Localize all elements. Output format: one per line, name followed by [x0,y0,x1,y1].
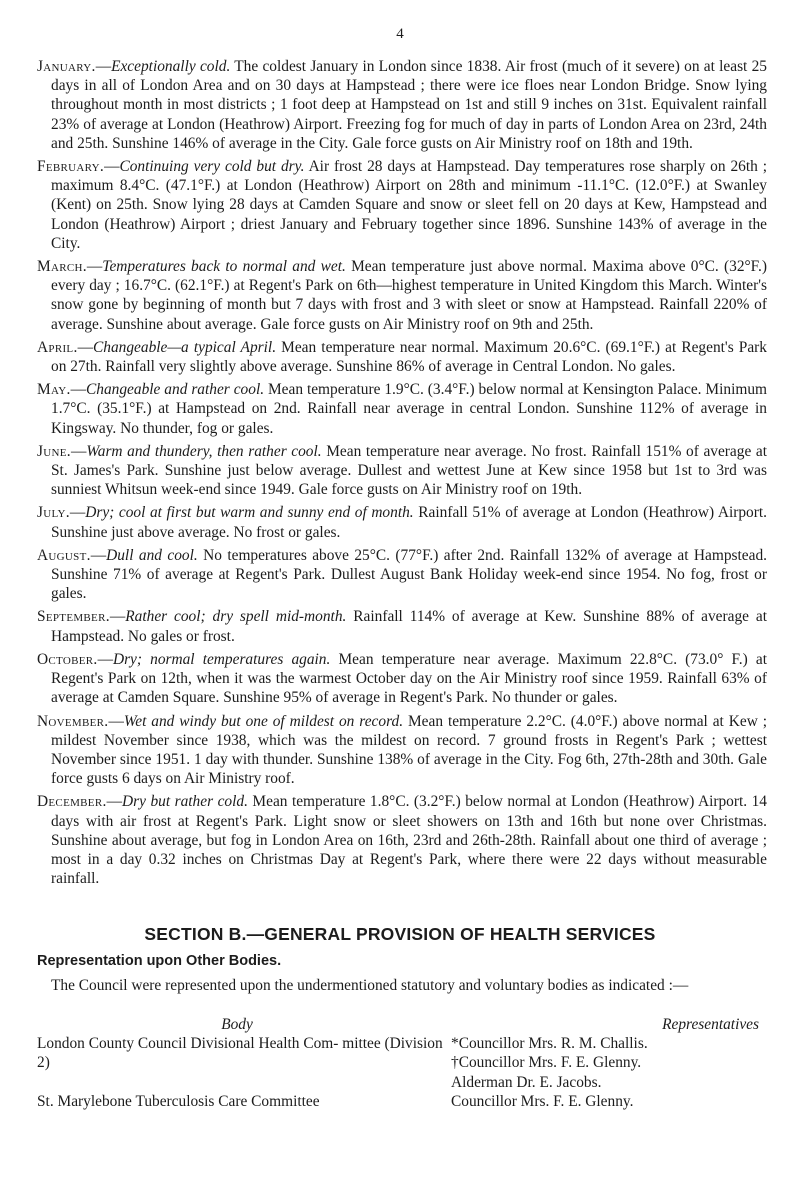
table-header [37,1015,767,1034]
month-name: November. [37,712,109,730]
month-name: December. [37,793,107,811]
representative: Alderman Dr. E. Jacobs. [451,1073,602,1091]
month-text: Mean temperature 1.9°C. (3.4°F.) below normal at Kensington Palace. Minimum 1.7°C. (35.1°F.) at Hampstead on 2nd. Rainfall near average in central London. Sunshine 112% of average in Kingsway. No thunder, fog or gales. [51,381,767,437]
month-subtitle: Dry; cool at first but warm and sunny end of month. [85,504,414,522]
representatives-list [447,1034,767,1092]
month-name: April. [37,338,78,356]
column-header-body: Body [221,1016,253,1033]
month-paragraph-august: August.—Dull and cool. No temperatures above 25°C. (77°F.) after 2nd. Rainfall 132% of average at Hampstead. Sunshine 71% of average at Regent's Park. Dullest August Bank Holiday week-end since 1954. No fog, frost or gales. [37,546,767,603]
month-text: No temperatures above 25°C. (77°F.) after 2nd. Rainfall 132% of average at Hampstead. Sunshine 71% of average at Regent's Park. Dullest August Bank Holiday week-end since 1954. No fog, frost or gales. [51,546,767,603]
month-text: Rainfall 51% of average at London (Heathrow) Airport. Sunshine just above average. No frost or gales. [51,504,768,541]
month-paragraph-november: November.—Wet and windy but one of mildest on record. Mean temperature 2.2°C. (4.0°F.) above normal at Kew ; mildest November since 1938, which was the mildest on record. 7 ground frosts in Regent's Park ; wettest November since 1951. 1 day with thunder. Sunshine 138% of average in the City. Fog 6th, 27th-28th and 30th. Gale force gusts 6 days on Air Ministry roof. [37,712,768,788]
month-name: January. [37,58,96,75]
month-subtitle: Changeable and rather cool. [86,381,265,399]
month-paragraph-may: May.—Changeable and rather cool. Mean temperature 1.9°C. (3.4°F.) below normal at Kensington Palace. Minimum 1.7°C. (35.1°F.) at Hampstead on 2nd. Rainfall near average in central London. Sunshine 112% of average in Kingsway. No thunder, fog or gales. [37,381,767,437]
month-subtitle: Changeable—a typical April. [93,338,277,356]
month-paragraph-july: July.—Dry; cool at first but warm and sunny end of month. Rainfall 51% of average at London (Heathrow) Airport. Sunshine just above average. No frost or gales. [37,504,768,541]
section-intro: The Council were represented upon the undermentioned statutory and voluntary bodies as indicated :— [51,977,689,994]
body-name: St. Marylebone Tuberculosis Care Committee [37,1092,320,1110]
month-subtitle: Dull and cool. [106,546,198,564]
month-subtitle: Wet and windy but one of mildest on record. [123,712,404,730]
representative: †Councillor Mrs. F. E. Glenny. [451,1054,642,1072]
representative: *Councillor Mrs. R. M. Challis. [451,1035,648,1053]
representation-table [37,1015,767,1111]
month-text: The coldest January in London since 1838. Air frost (much of it severe) on at least 25 days in all of London Area and on 30 days at Hampstead ; there were ice floes near London Bridge. Snow lying throughout month in most districts ; 1 foot deep at Hampstead on 1st and still 9 inches on 31st. Equivalent rainfall 23% of average at London (Heathrow) Airport. Freezing fog for much of day in parts of London Area on 23rd, 24th and 25th. Sunshine 146% of average in the City. Gale force gusts on Air Ministry roof on 18th and 19th. [51,58,767,152]
month-subtitle: Continuing very cold but dry. [119,158,305,176]
month-name: September. [37,608,110,626]
body-name: London County Council Divisional Health Com- mittee (Division 2) [37,1035,443,1072]
month-paragraph-january: January.—Exceptionally cold. The coldest January in London since 1838. Air frost (much of it severe) on at least 25 days in all of London Area and on 30 days at Hampstead ; there were ice floes near London Bridge. Snow lying throughout month in most districts ; 1 foot deep at Hampstead on 1st and still 9 inches on 31st. Equivalent rainfall 23% of average at London (Heathrow) Airport. Freezing fog for much of day in parts of London Area on 23rd, 24th and 25th. Sunshine 146% of average in the City. Gale force gusts on Air Ministry roof on 18th and 19th. [37,58,767,152]
month-subtitle: Rather cool; dry spell mid-month. [125,608,347,626]
month-name: May. [37,381,71,399]
month-paragraph-june: June.—Warm and thundery, then rather cool. Mean temperature near average. No frost. Rainfall 151% of average at St. James's Park. Sunshine just below average. Dullest and wettest June at Kew since 1958 but 1st to 3rd was sunniest Whitsun week-end since 1949. Gale force gusts on Air Ministry roof on 19th. [37,442,767,499]
month-text: Air frost 28 days at Hampstead. Day temperatures rose sharply on 26th ; maximum 8.4°C. (47.1°F.) at London (Heathrow) Airport on 28th and minimum -11.1°C. (12.0°F.) at Swanley (Kent) on 25th. Snow lying 28 days at Camden Square and snow or sleet fell on 20 days at Kew, Hampstead and London (Heathrow) Airport ; driest January and February together since 1896. Sunshine 143% of average in the City. [51,158,768,252]
month-subtitle: Exceptionally cold. [111,58,231,75]
month-text: Rainfall 114% of average at Kew. Sunshine 88% of average at Hampstead. No gales or frost. [51,608,767,645]
month-paragraph-april: April.—Changeable—a typical April. Mean temperature near normal. Maximum 20.6°C. (69.1°F.) at Regent's Park on 27th. Rainfall very slightly above average. Sunshine 86% of average in Central London. No gales. [37,338,767,376]
representatives-list [447,1092,767,1111]
month-name: March. [37,258,87,276]
month-subtitle: Temperatures back to normal and wet. [102,258,346,276]
monthly-weather-summary [37,57,767,892]
month-paragraph-march: March.—Temperatures back to normal and wet. Mean temperature just above normal. Maxima above 0°C. (32°F.) every day ; 16.7°C. (62.1°F.) at Regent's Park on 6th—highest temperature in United Kingdom this March. Winter's snow gone by beginning of month but 7 days with frost and 3 with sleet or snow at Hampstead. Rainfall 220% of average. Sunshine about average. Gale force gusts on Air Ministry roof on 9th and 25th. [37,258,767,333]
month-text: Mean temperature near average. Maximum 22.8°C. (73.0° F.) at Regent's Park on 12th, when it was the warmest October day on the Air Ministry roof since 1959. Rainfall 63% of average at Camden Square. Sunshine 95% of average in Regent's Park. No thunder or gales. [51,650,767,707]
month-text: Mean temperature 2.2°C. (4.0°F.) above normal at Kew ; mildest November since 1938, which was the mildest on record. 7 ground frosts in Regent's Park ; wettest November since 1951. 1 day with thunder. Sunshine 138% of average in the City. Fog 6th, 27th-28th and 30th. Gale force gusts 6 days on Air Ministry roof. [51,712,768,788]
month-paragraph-october: October.—Dry; normal temperatures again. Mean temperature near average. Maximum 22.8°C. (73.0° F.) at Regent's Park on 12th, when it was the warmest October day on the Air Ministry roof since 1959. Rainfall 63% of average at Camden Square. Sunshine 95% of average in Regent's Park. No thunder or gales. [37,650,767,707]
table-row [37,1092,767,1111]
month-text: Mean temperature just above normal. Maxima above 0°C. (32°F.) every day ; 16.7°C. (62.1°F.) at Regent's Park on 6th—highest temperature in United Kingdom this March. Winter's snow gone by beginning of month but 7 days with frost and 3 with sleet or snow at Hampstead. Rainfall 220% of average. Sunshine about average. Gale force gusts on Air Ministry roof on 9th and 25th. [51,258,767,333]
section-subheading: Representation upon Other Bodies. [37,953,282,969]
page-number: 4 [396,26,404,42]
month-subtitle: Dry but rather cold. [122,793,248,811]
month-paragraph-december: December.—Dry but rather cold. Mean temperature 1.8°C. (3.2°F.) below normal at London (Heathrow) Airport. 14 days with air frost at Regent's Park. Light snow or sleet showers on 13th and 16th but none over Christmas. Sunshine about average, but fog in London Area on 16th, 23rd and 26th-28th. Rainfall about one third of average ; most in a day 0.32 inches on Christmas Day at Regent's Park, where there were 22 days without measurable rainfall. [37,793,768,888]
month-name: August. [37,546,91,564]
month-name: June. [37,442,71,460]
table-row [37,1034,767,1092]
month-subtitle: Dry; normal temperatures again. [112,650,331,668]
representative: Councillor Mrs. F. E. Glenny. [451,1092,634,1110]
month-text: Mean temperature 1.8°C. (3.2°F.) below normal at London (Heathrow) Airport. 14 days with air frost at Regent's Park. Light snow or sleet showers on 13th and 16th but none over Christmas. Sunshine about average, but fog in London Area on 16th, 23rd and 26th-28th. Rainfall about one third of average ; most in a day 0.32 inches on Christmas Day at Regent's Park, where there were 22 days without measurable rainfall. [51,793,768,888]
column-header-representatives: Representatives [662,1016,759,1033]
month-name: February. [37,158,105,176]
month-name: July. [37,504,70,522]
month-paragraph-february: February.—Continuing very cold but dry. Air frost 28 days at Hampstead. Day temperatures rose sharply on 26th ; maximum 8.4°C. (47.1°F.) at London (Heathrow) Airport on 28th and minimum -11.1°C. (12.0°F.) at Swanley (Kent) on 25th. Snow lying 28 days at Camden Square and snow or sleet fell on 20 days at Kew, Hampstead and London (Heathrow) Airport ; driest January and February together since 1896. Sunshine 143% of average in the City. [37,158,768,252]
month-name: October. [37,650,98,668]
section-title: SECTION B.—GENERAL PROVISION OF HEALTH SERVICES [144,924,656,944]
month-text: Mean temperature near normal. Maximum 20.6°C. (69.1°F.) at Regent's Park on 27th. Rainfall very slightly above average. Sunshine 86% of average in Central London. No gales. [51,338,767,376]
month-text: Mean temperature near average. No frost. Rainfall 151% of average at St. James's Park. Sunshine just below average. Dullest and wettest June at Kew since 1958 but 1st to 3rd was sunniest Whitsun week-end since 1949. Gale force gusts on Air Ministry roof on 19th. [51,442,767,499]
month-paragraph-september: September.—Rather cool; dry spell mid-month. Rainfall 114% of average at Kew. Sunshine 88% of average at Hampstead. No gales or frost. [37,608,767,645]
month-subtitle: Warm and thundery, then rather cool. [86,442,322,460]
